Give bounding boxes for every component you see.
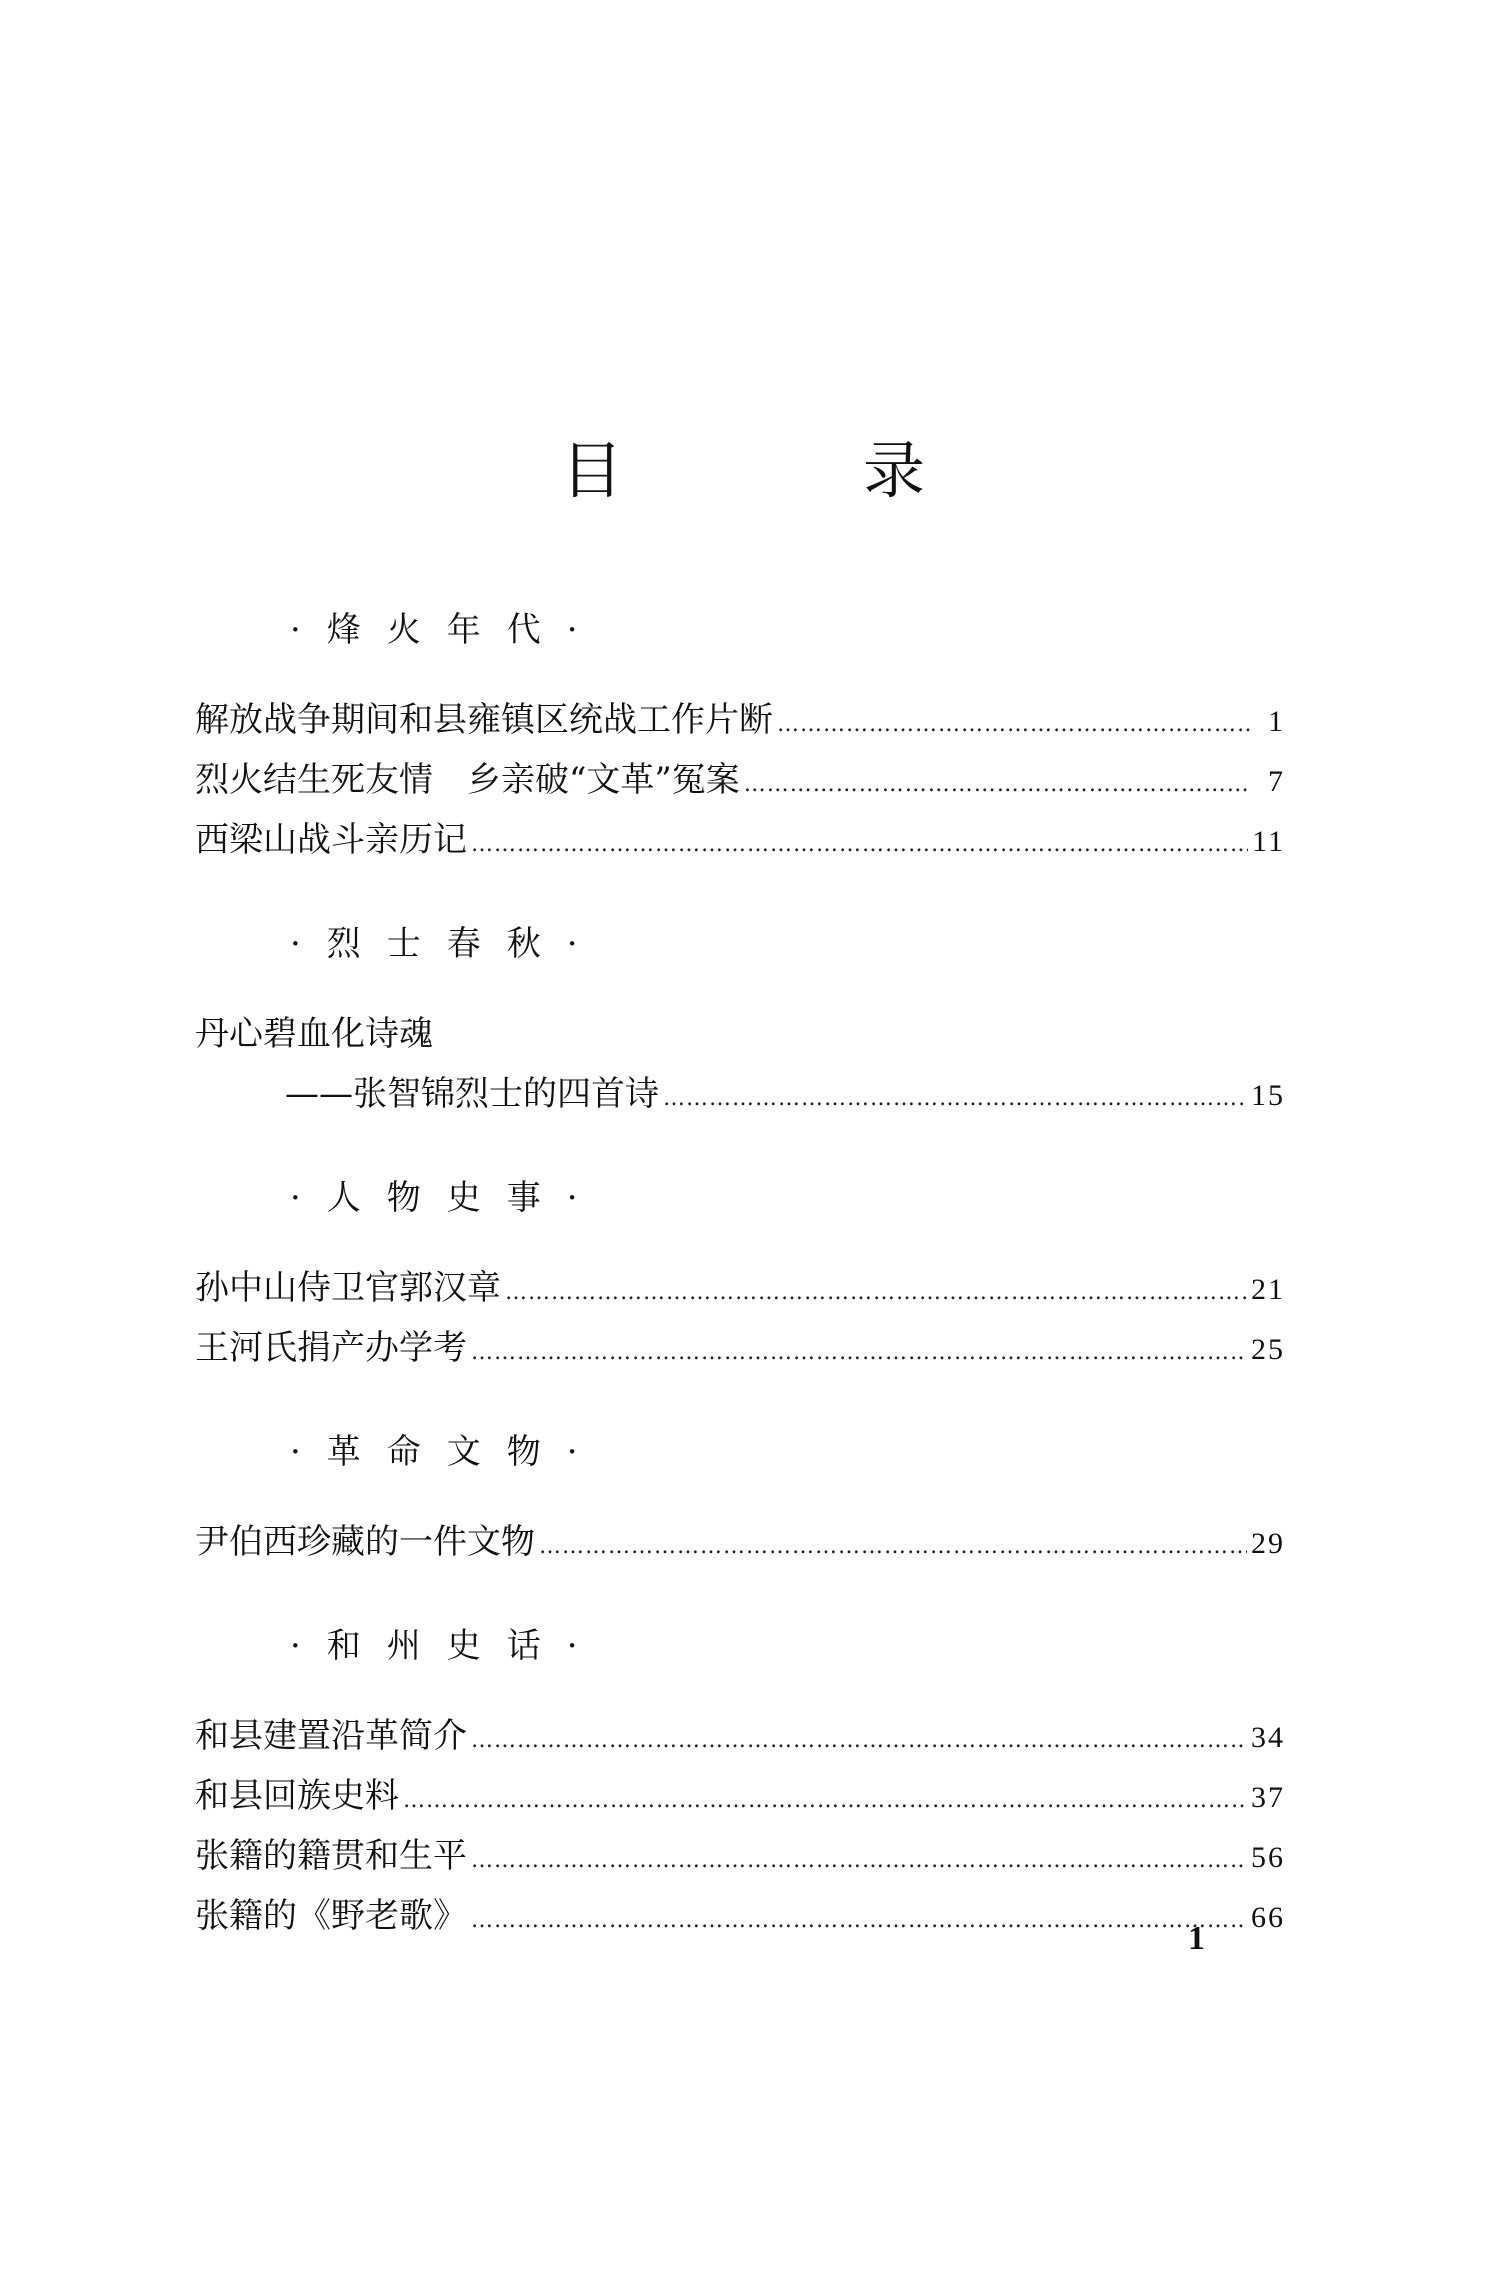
dot-leader xyxy=(471,815,1248,875)
title-char-1: 目 xyxy=(560,434,623,507)
dot-leader xyxy=(663,1069,1247,1129)
section-header-5: ·和州史话· xyxy=(290,1626,604,1666)
section-header-2: ·烈士春秋· xyxy=(290,924,604,964)
entry-title: 解放战争期间和县雍镇区统战工作片断 xyxy=(195,700,773,740)
toc-entry[interactable] xyxy=(195,1258,1285,1318)
dot-leader xyxy=(539,1517,1247,1577)
toc-entry[interactable] xyxy=(195,810,1285,870)
dot-leader xyxy=(777,695,1251,755)
section-header-3: ·人物史事· xyxy=(290,1178,604,1218)
toc-entry[interactable] xyxy=(195,1318,1285,1378)
entry-title: 孙中山侍卫官郭汉章 xyxy=(195,1268,501,1308)
entry-page-number: 66 xyxy=(1251,1901,1285,1934)
entry-page-number: 15 xyxy=(1251,1079,1285,1112)
table-of-contents xyxy=(195,600,1285,1946)
entry-title: 张籍的《野老歌》 xyxy=(195,1896,467,1936)
toc-entry[interactable] xyxy=(195,1886,1285,1946)
section-header-1: ·烽火年代· xyxy=(290,610,604,650)
toc-entry[interactable] xyxy=(195,1706,1285,1766)
entry-page-number: 7 xyxy=(1268,765,1285,798)
entry-page-number: 34 xyxy=(1251,1721,1285,1754)
entry-page-number: 21 xyxy=(1251,1273,1285,1306)
dot-leader xyxy=(744,755,1251,815)
entry-title: 和县回族史料 xyxy=(195,1776,399,1816)
page-number: 1 xyxy=(1188,1920,1205,1957)
entry-subtitle: ——张智锦烈士的四首诗 xyxy=(285,1074,659,1114)
dot-leader xyxy=(403,1771,1247,1831)
entry-title: 和县建置沿革简介 xyxy=(195,1716,467,1756)
dot-leader xyxy=(471,1891,1247,1951)
entry-title: 张籍的籍贯和生平 xyxy=(195,1836,467,1876)
entry-page-number: 1 xyxy=(1268,705,1285,738)
toc-entry[interactable] xyxy=(195,690,1285,750)
entry-title: 尹伯西珍藏的一件文物 xyxy=(195,1522,535,1562)
section-header-4: ·革命文物· xyxy=(290,1432,604,1472)
page-title xyxy=(0,434,1486,507)
toc-entry[interactable] xyxy=(195,1766,1285,1826)
entry-title: 王河氏捐产办学考 xyxy=(195,1328,467,1368)
dot-leader xyxy=(471,1323,1247,1383)
toc-entry[interactable] xyxy=(195,1826,1285,1886)
dot-leader xyxy=(505,1263,1247,1323)
entry-page-number: 29 xyxy=(1251,1527,1285,1560)
entry-title: 烈火结生死友情 乡亲破“文革”冤案 xyxy=(195,760,740,800)
entry-main-title[interactable]: 丹心碧血化诗魂 xyxy=(195,1014,433,1054)
toc-entry[interactable] xyxy=(195,1064,1285,1124)
entry-page-number: 56 xyxy=(1251,1841,1285,1874)
entry-page-number: 11 xyxy=(1252,825,1285,858)
toc-entry[interactable] xyxy=(195,750,1285,810)
entry-page-number: 37 xyxy=(1251,1781,1285,1814)
toc-entry[interactable] xyxy=(195,1512,1285,1572)
entry-page-number: 25 xyxy=(1251,1333,1285,1366)
dot-leader xyxy=(471,1711,1247,1771)
entry-title: 西梁山战斗亲历记 xyxy=(195,820,467,860)
title-char-2: 录 xyxy=(863,434,926,507)
dot-leader xyxy=(471,1831,1247,1891)
